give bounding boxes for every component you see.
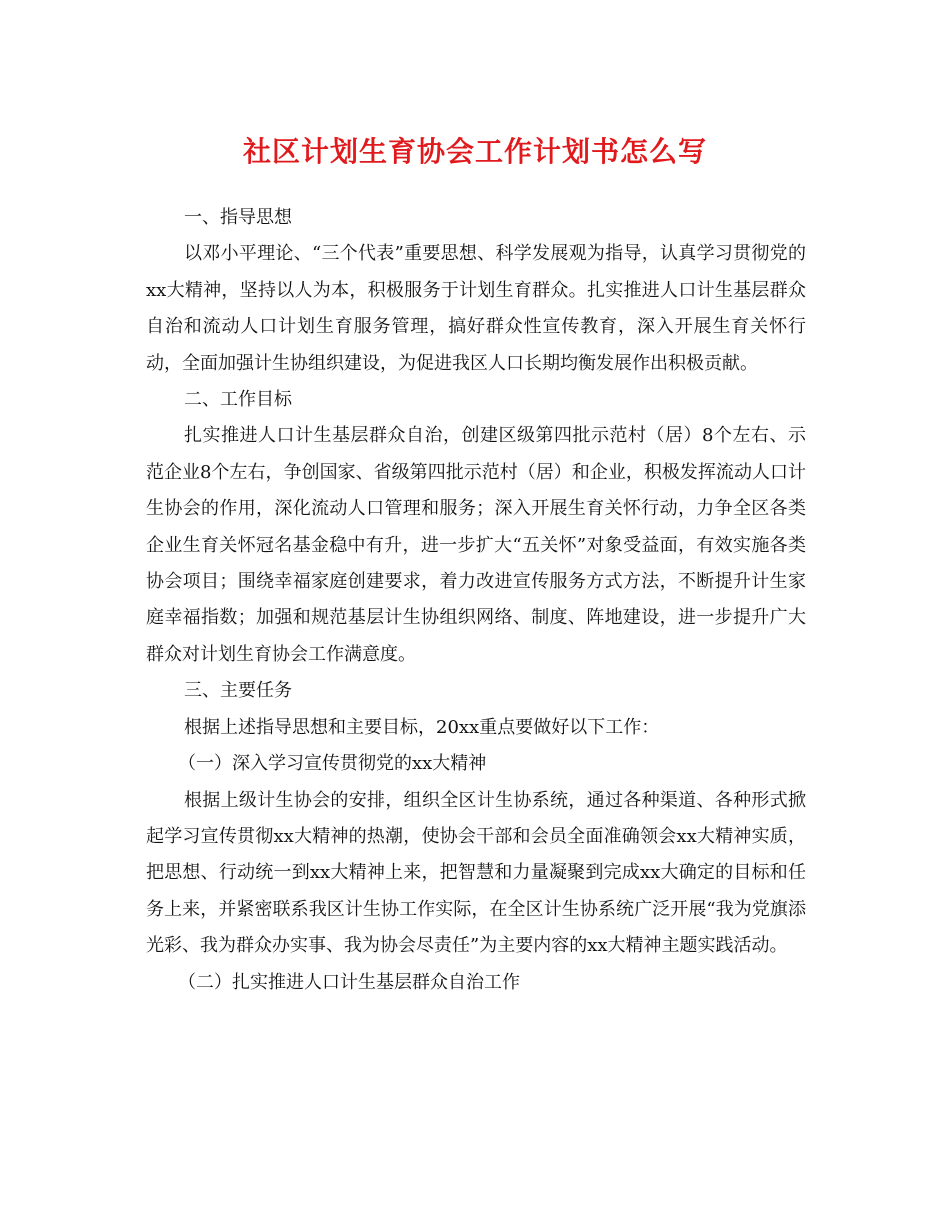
paragraph-subsection-1: 根据上级计生协会的安排，组织全区计生协系统，通过各种渠道、各种形式掀起学习宣传贯彻xx大精神的热潮，使协会干部和会员全面准确领会xx大精神实质，把思想、行动统一到xx大精神上来，把智慧和力量凝聚到完成xx大确定的目标和任务上来，并紧密联系我区计生协工作实际，在全区计生协系统广泛开展“我为党旗添光彩、我为群众办实事、我为协会尽责任”为主要内容的xx大精神主题实践活动。 <box>146 789 806 957</box>
subsection-heading-2: （二）扎实推进人口计生基层群众自治工作 <box>178 971 520 993</box>
paragraph-main-tasks-intro: 根据上述指导思想和主要目标，20xx重点要做好以下工作： <box>184 716 660 738</box>
document-title: 社区计划生育协会工作计划书怎么写 <box>242 135 707 168</box>
section-heading-guiding-thought: 一、指导思想 <box>184 207 292 228</box>
paragraph-work-goals: 扎实推进人口计生基层群众自治，创建区级第四批示范村（居）8个左右、示范企业8个左右，争创国家、省级第四批示范村（居）和企业，积极发挥流动人口计生协会的作用，深化流动人口管理和服务；深入开展生育关怀行动，力争全区各类企业生育关怀冠名基金稳中有升，进一步扩大“五关怀”对象受益面，有效实施各类协会项目；围绕幸福家庭创建要求，着力改进宣传服务方式方法，不断提升计生家庭幸福指数；加强和规范基层计生协组织网络、制度、阵地建设，进一步提升广大群众对计划生育协会工作满意度。 <box>146 425 806 665</box>
subsection-heading-1: （一）深入学习宣传贯彻党的xx大精神 <box>178 753 487 775</box>
document-body <box>146 200 806 1001</box>
section-heading-work-goals: 二、工作目标 <box>184 389 292 411</box>
paragraph-guiding-thought: 以邓小平理论、“三个代表”重要思想、科学发展观为指导，认真学习贯彻党的xx大精神，坚持以人为本，积极服务于计划生育群众。扎实推进人口计生基层群众自治和流动人口计划生育服务管理，搞好群众性宣传教育，深入开展生育关怀行动，全面加强计生协组织建设，为促进我区人口长期均衡发展作出积极贡献。 <box>146 243 806 374</box>
section-heading-main-tasks: 三、主要任务 <box>184 680 292 702</box>
